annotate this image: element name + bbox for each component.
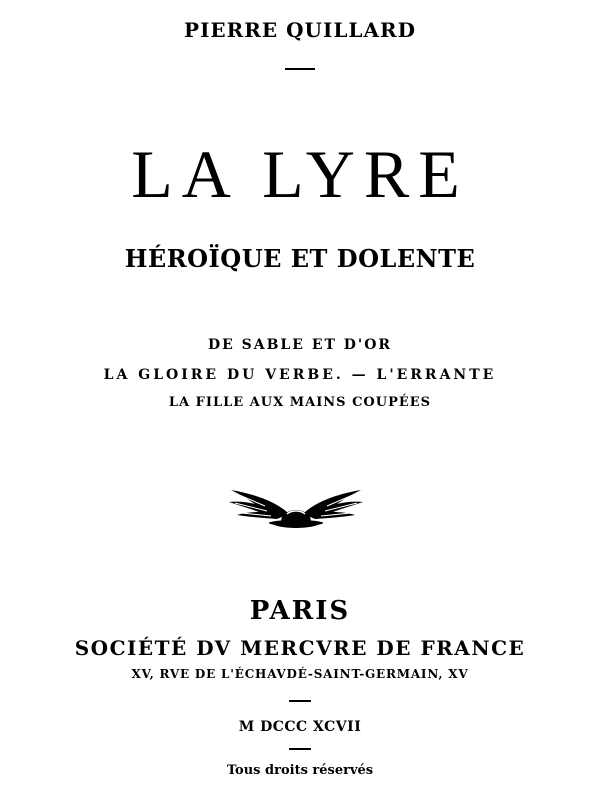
divider-rule [289, 748, 311, 750]
winged-helmet-icon [225, 484, 367, 534]
contents-line: LA FILLE AUX MAINS COUPÉES [168, 395, 432, 410]
imprint-publisher: SOCIÉTÉ DV MERCVRE DE FRANCE [74, 636, 526, 660]
book-title: LA LYRE [131, 136, 469, 212]
imprint-address: XV, RVE DE L'ÉCHAVDÉ-SAINT-GERMAIN, XV [131, 667, 469, 681]
divider-rule [285, 68, 315, 70]
author-name: PIERRE QUILLARD [184, 18, 416, 42]
divider-rule [289, 700, 311, 702]
contents-line: DE SABLE ET D'OR [207, 337, 393, 353]
rights-notice: Tous droits réservés [226, 763, 374, 778]
imprint-date: M DCCC XCVII [238, 719, 362, 735]
imprint-place: PARIS [249, 596, 351, 626]
contents-line: LA GLOIRE DU VERBE. — L'ERRANTE [103, 367, 497, 383]
book-subtitle: HÉROÏQUE ET DOLENTE [124, 244, 476, 273]
